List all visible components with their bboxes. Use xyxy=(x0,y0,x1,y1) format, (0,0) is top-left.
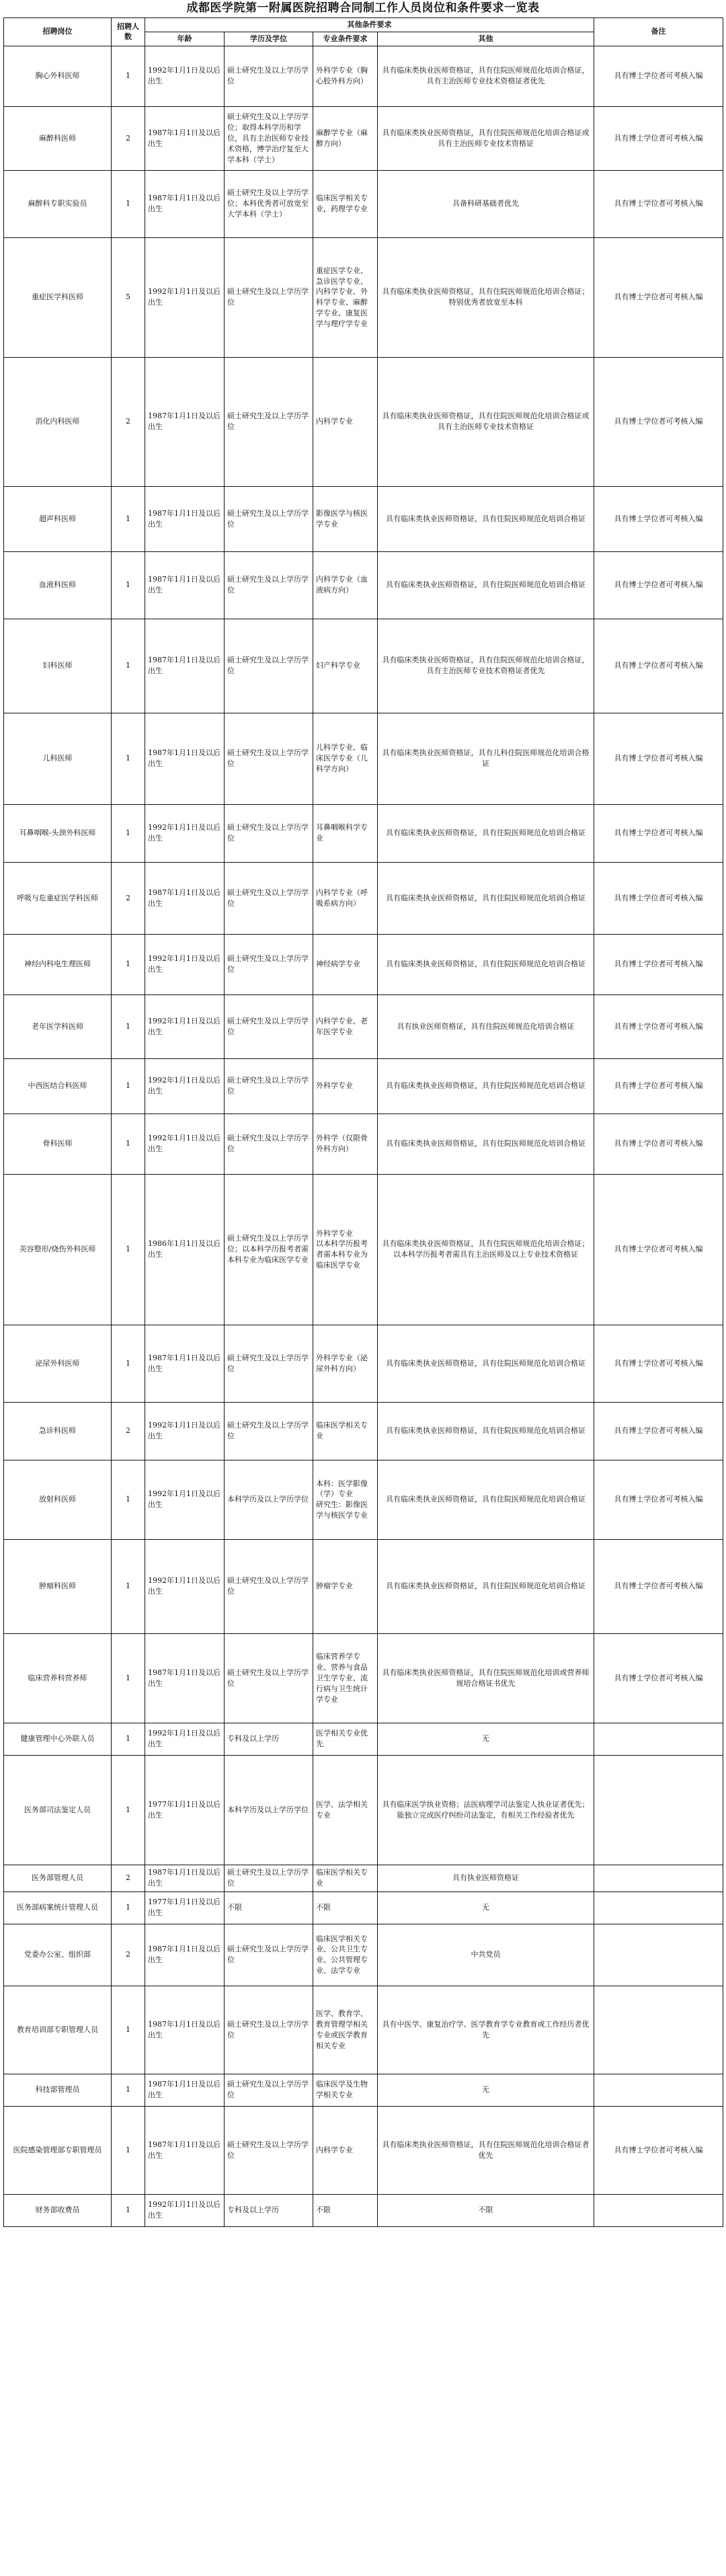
table-row xyxy=(4,1986,723,2074)
cell-education: 硕士研究生及以上学历学位；以本科学历报考者需本科专业为临床医学专业 xyxy=(225,1174,313,1325)
cell-major: 内科学专业、老年医学专业 xyxy=(313,994,378,1058)
cell-position: 党委办公室、组织部 xyxy=(4,1924,112,1986)
table-row xyxy=(4,1633,723,1723)
cell-position: 神经内科电生理医师 xyxy=(4,934,112,994)
cell-major: 内科学专业 xyxy=(313,2106,378,2194)
cell-position: 科技部管理员 xyxy=(4,2074,112,2106)
cell-education: 专科及以上学历 xyxy=(225,1723,313,1755)
cell-note xyxy=(594,2074,723,2106)
cell-count: 1 xyxy=(112,1891,145,1924)
cell-other: 具有临床类执业医师资格证，具有住院医师规范化培训合格证者优先 xyxy=(378,2106,594,2194)
header-row xyxy=(4,18,723,32)
table-row xyxy=(4,1723,723,1755)
table-row xyxy=(4,619,723,713)
cell-position: 儿科医师 xyxy=(4,713,112,804)
cell-major: 临床医学相关专业 xyxy=(313,1865,378,1891)
cell-note: 具有博士学位者可考核入编 xyxy=(594,619,723,713)
cell-count: 1 xyxy=(112,1174,145,1325)
cell-age: 1987年1月1日及以后出生 xyxy=(145,2106,225,2194)
cell-position: 医院感染管理部专职管理员 xyxy=(4,2106,112,2194)
table-row xyxy=(4,46,723,106)
table-row xyxy=(4,551,723,619)
cell-age: 1987年1月1日及以后出生 xyxy=(145,862,225,934)
cell-age: 1992年1月1日及以后出生 xyxy=(145,804,225,862)
cell-major: 内科学专业 xyxy=(313,357,378,486)
cell-position: 医务部司法鉴定人员 xyxy=(4,1755,112,1865)
cell-count: 1 xyxy=(112,1986,145,2074)
cell-count: 1 xyxy=(112,619,145,713)
cell-major: 临床医学及生物学相关专业 xyxy=(313,2074,378,2106)
cell-age: 1992年1月1日及以后出生 xyxy=(145,237,225,357)
cell-other: 具有临床类执业医师资格证，具有住院医师规范化培训合格证；特别优秀者放宽至本科 xyxy=(378,237,594,357)
cell-education: 硕士研究生及以上学历学位 xyxy=(225,1924,313,1986)
cell-major: 医学相关专业优先 xyxy=(313,1723,378,1755)
header-count: 招聘人数 xyxy=(112,18,145,46)
cell-other: 具有临床类执业医师资格证，具有住院医师规范化培训合格证 xyxy=(378,1539,594,1633)
cell-age: 1987年1月1日及以后出生 xyxy=(145,713,225,804)
cell-age: 1987年1月1日及以后出生 xyxy=(145,486,225,551)
cell-note: 具有博士学位者可考核入编 xyxy=(594,1058,723,1114)
cell-position: 健康管理中心外联人员 xyxy=(4,1723,112,1755)
header-age: 年龄 xyxy=(145,32,225,46)
cell-note: 具有博士学位者可考核入编 xyxy=(594,357,723,486)
cell-count: 2 xyxy=(112,1402,145,1460)
cell-count: 1 xyxy=(112,994,145,1058)
cell-count: 1 xyxy=(112,2106,145,2194)
table-row xyxy=(4,1114,723,1174)
cell-age: 1992年1月1日及以后出生 xyxy=(145,1058,225,1114)
cell-count: 2 xyxy=(112,1865,145,1891)
cell-major: 外科学专业（泌尿外科方向） xyxy=(313,1325,378,1402)
table-row xyxy=(4,1539,723,1633)
cell-education: 硕士研究生及以上学历学位 xyxy=(225,994,313,1058)
cell-position: 肿瘤科医师 xyxy=(4,1539,112,1633)
cell-note: 具有博士学位者可考核入编 xyxy=(594,2106,723,2194)
cell-education: 硕士研究生及以上学历学位 xyxy=(225,1402,313,1460)
cell-position: 重症医学科医师 xyxy=(4,237,112,357)
cell-other: 无 xyxy=(378,2074,594,2106)
cell-count: 1 xyxy=(112,1114,145,1174)
cell-education: 硕士研究生及以上学历学位；本科优秀者可放宽至大学本科（学士） xyxy=(225,170,313,237)
cell-age: 1987年1月1日及以后出生 xyxy=(145,1633,225,1723)
cell-count: 1 xyxy=(112,1539,145,1633)
header-position: 招聘岗位 xyxy=(4,18,112,46)
cell-position: 财务部收费员 xyxy=(4,2194,112,2226)
cell-count: 1 xyxy=(112,2074,145,2106)
cell-major: 肿瘤学专业 xyxy=(313,1539,378,1633)
cell-major: 耳鼻咽喉科学专业 xyxy=(313,804,378,862)
cell-count: 2 xyxy=(112,1924,145,1986)
cell-other: 具有临床类执业医师资格证，具有住院医师规范化培训合格证 xyxy=(378,551,594,619)
cell-other: 具有临床类执业医师资格证，具有住院医师规范化培训合格证 xyxy=(378,1114,594,1174)
cell-count: 2 xyxy=(112,106,145,170)
cell-age: 1987年1月1日及以后出生 xyxy=(145,551,225,619)
cell-position: 老年医学科医师 xyxy=(4,994,112,1058)
table-row xyxy=(4,170,723,237)
cell-age: 1992年1月1日及以后出生 xyxy=(145,1460,225,1539)
cell-major: 外科学专业 xyxy=(313,1058,378,1114)
cell-note xyxy=(594,1986,723,2074)
table-row xyxy=(4,357,723,486)
cell-major: 不限 xyxy=(313,2194,378,2226)
cell-count: 1 xyxy=(112,170,145,237)
cell-count: 1 xyxy=(112,1755,145,1865)
cell-position: 骨科医师 xyxy=(4,1114,112,1174)
cell-count: 1 xyxy=(112,1460,145,1539)
cell-note xyxy=(594,1924,723,1986)
cell-major: 妇产科学专业 xyxy=(313,619,378,713)
cell-major: 内科学专业（呼吸系病方向） xyxy=(313,862,378,934)
cell-age: 1992年1月1日及以后出生 xyxy=(145,2194,225,2226)
cell-count: 1 xyxy=(112,713,145,804)
recruitment-table xyxy=(3,17,723,2227)
cell-count: 1 xyxy=(112,551,145,619)
cell-position: 胸心外科医师 xyxy=(4,46,112,106)
cell-other: 不限 xyxy=(378,2194,594,2226)
table-row xyxy=(4,2074,723,2106)
table-row xyxy=(4,1755,723,1865)
cell-education: 不限 xyxy=(225,1891,313,1924)
cell-other: 中共党员 xyxy=(378,1924,594,1986)
cell-other: 具有临床类执业医师资格证，具有住院医师规范化培训合格证 xyxy=(378,1402,594,1460)
cell-position: 泌尿外科医师 xyxy=(4,1325,112,1402)
cell-major: 内科学专业（血液病方向） xyxy=(313,551,378,619)
cell-education: 硕士研究生及以上学历学位 xyxy=(225,1325,313,1402)
cell-count: 1 xyxy=(112,934,145,994)
cell-major: 影像医学与核医学专业 xyxy=(313,486,378,551)
header-other-conditions: 其他条件要求 xyxy=(145,18,594,32)
cell-count: 1 xyxy=(112,804,145,862)
cell-major: 临床医学相关专业 xyxy=(313,1402,378,1460)
table-row xyxy=(4,1402,723,1460)
cell-other: 无 xyxy=(378,1891,594,1924)
cell-note: 具有博士学位者可考核入编 xyxy=(594,934,723,994)
cell-age: 1987年1月1日及以后出生 xyxy=(145,1325,225,1402)
cell-education: 硕士研究生及以上学历学位 xyxy=(225,1539,313,1633)
cell-age: 1977年1月1日及以后出生 xyxy=(145,1891,225,1924)
table-row xyxy=(4,237,723,357)
table-row xyxy=(4,1174,723,1325)
cell-other: 具有执业医师资格证，具有住院医师规范化培训合格证 xyxy=(378,994,594,1058)
cell-education: 硕士研究生及以上学历学位 xyxy=(225,862,313,934)
cell-age: 1977年1月1日及以后出生 xyxy=(145,1755,225,1865)
table-row xyxy=(4,1325,723,1402)
cell-count: 1 xyxy=(112,2194,145,2226)
cell-age: 1992年1月1日及以后出生 xyxy=(145,934,225,994)
cell-age: 1987年1月1日及以后出生 xyxy=(145,1865,225,1891)
cell-other: 具有中医学、康复治疗学、医学教育学专业教育或工作经历者优先 xyxy=(378,1986,594,2074)
cell-age: 1986年1月1日及以后出生 xyxy=(145,1174,225,1325)
cell-other: 具有临床类执业医师资格证，具有住院医师规范化培训合格证 xyxy=(378,1325,594,1402)
cell-major: 麻醉学专业（麻醉方向） xyxy=(313,106,378,170)
cell-education: 专科及以上学历 xyxy=(225,2194,313,2226)
cell-other: 具有临床类执业医师资格证，具有住院医师规范化培训合格证，具有主治医师专业技术资格证者优先 xyxy=(378,619,594,713)
table-row xyxy=(4,1058,723,1114)
cell-other: 具有执业医师资格证 xyxy=(378,1865,594,1891)
table-row xyxy=(4,994,723,1058)
cell-note: 具有博士学位者可考核入编 xyxy=(594,1174,723,1325)
table-row xyxy=(4,713,723,804)
cell-education: 硕士研究生及以上学历学位 xyxy=(225,486,313,551)
cell-education: 本科学历及以上学历学位 xyxy=(225,1460,313,1539)
cell-position: 急诊科医师 xyxy=(4,1402,112,1460)
cell-position: 教育培训部专职管理人员 xyxy=(4,1986,112,2074)
cell-age: 1987年1月1日及以后出生 xyxy=(145,357,225,486)
cell-education: 硕士研究生及以上学历学位 xyxy=(225,2106,313,2194)
cell-major-part: 研究生：影像医学与核医学专业 xyxy=(316,1500,368,1520)
cell-age: 1987年1月1日及以后出生 xyxy=(145,106,225,170)
cell-note: 具有博士学位者可考核入编 xyxy=(594,1539,723,1633)
cell-note: 具有博士学位者可考核入编 xyxy=(594,804,723,862)
cell-position: 医务部病案统计管理人员 xyxy=(4,1891,112,1924)
cell-note: 具有博士学位者可考核入编 xyxy=(594,1633,723,1723)
cell-other: 具有临床类执业医师资格证，具有住院医师规范化培训合格证 xyxy=(378,934,594,994)
cell-note: 具有博士学位者可考核入编 xyxy=(594,106,723,170)
cell-age: 1987年1月1日及以后出生 xyxy=(145,170,225,237)
table-row xyxy=(4,1924,723,1986)
cell-other: 具有临床类执业医师资格证，具有住院医师规范化培训或营养师规培合格证书优先 xyxy=(378,1633,594,1723)
cell-major: 儿科学专业、临床医学专业（儿科学方向） xyxy=(313,713,378,804)
cell-note xyxy=(594,1723,723,1755)
cell-note: 具有博士学位者可考核入编 xyxy=(594,1460,723,1539)
cell-position: 麻醉科医师 xyxy=(4,106,112,170)
cell-age: 1992年1月1日及以后出生 xyxy=(145,1723,225,1755)
table-row xyxy=(4,1891,723,1924)
cell-major-part: 外科学专业 xyxy=(316,1228,353,1238)
cell-note xyxy=(594,1891,723,1924)
cell-education: 硕士研究生及以上学历学位 xyxy=(225,46,313,106)
cell-major: 神经病学专业 xyxy=(313,934,378,994)
cell-note: 具有博士学位者可考核入编 xyxy=(594,862,723,934)
cell-position: 中西医结合科医师 xyxy=(4,1058,112,1114)
cell-note xyxy=(594,1865,723,1891)
cell-count: 5 xyxy=(112,237,145,357)
cell-position: 放射科医师 xyxy=(4,1460,112,1539)
cell-position: 临床营养科营养师 xyxy=(4,1633,112,1723)
table-row xyxy=(4,804,723,862)
cell-education: 硕士研究生及以上学历学位 xyxy=(225,1058,313,1114)
header-note: 备注 xyxy=(594,18,723,46)
cell-major-part: 本科：医学影像（学）专业 xyxy=(316,1479,368,1499)
header-major: 专业条件要求 xyxy=(313,32,378,46)
cell-education: 硕士研究生及以上学历学位 xyxy=(225,1986,313,2074)
cell-position: 血液科医师 xyxy=(4,551,112,619)
cell-other: 无 xyxy=(378,1723,594,1755)
header-other: 其他 xyxy=(378,32,594,46)
cell-position: 医务部管理人员 xyxy=(4,1865,112,1891)
cell-education: 硕士研究生及以上学历学位 xyxy=(225,2074,313,2106)
cell-other: 具备科研基础者优先 xyxy=(378,170,594,237)
cell-age: 1992年1月1日及以后出生 xyxy=(145,1539,225,1633)
cell-major: 医学、法学相关专业 xyxy=(313,1755,378,1865)
cell-age: 1987年1月1日及以后出生 xyxy=(145,619,225,713)
cell-age: 1992年1月1日及以后出生 xyxy=(145,994,225,1058)
cell-age: 1992年1月1日及以后出生 xyxy=(145,46,225,106)
cell-count: 1 xyxy=(112,1325,145,1402)
table-row xyxy=(4,2106,723,2194)
table-body xyxy=(4,18,723,2227)
cell-education: 硕士研究生及以上学历学位 xyxy=(225,357,313,486)
cell-other: 具有临床类执业医师资格证，具有住院医师规范化培训合格证或具有主治医师专业技术资格证 xyxy=(378,357,594,486)
cell-major: 临床营养学专业、营养与食品卫生学专业、流行病与卫生统计学专业 xyxy=(313,1633,378,1723)
cell-education: 硕士研究生及以上学历学位 xyxy=(225,804,313,862)
table-row xyxy=(4,486,723,551)
cell-major: 临床医学相关专业、公共卫生专业、公共管理专业、法学专业 xyxy=(313,1924,378,1986)
cell-position: 超声科医师 xyxy=(4,486,112,551)
cell-age: 1992年1月1日及以后出生 xyxy=(145,1402,225,1460)
cell-count: 2 xyxy=(112,862,145,934)
cell-education: 硕士研究生及以上学历学位 xyxy=(225,237,313,357)
cell-major: 临床医学相关专业，药理学专业 xyxy=(313,170,378,237)
cell-education: 本科学历及以上学历学位 xyxy=(225,1755,313,1865)
cell-note: 具有博士学位者可考核入编 xyxy=(594,1402,723,1460)
cell-major: 外科学（仅限骨外科方向） xyxy=(313,1114,378,1174)
cell-position: 耳鼻咽喉-头颈外科医师 xyxy=(4,804,112,862)
cell-position: 妇科医师 xyxy=(4,619,112,713)
cell-other: 具有临床类执业医师资格证，具有住院医师规范化培训合格证 xyxy=(378,1460,594,1539)
cell-other: 具有临床医学执业资格；法医病理学司法鉴定人执业证者优先；能独立完成医疗纠纷司法鉴定，有相关工作经验者优先 xyxy=(378,1755,594,1865)
cell-note: 具有博士学位者可考核入编 xyxy=(594,46,723,106)
table-row xyxy=(4,2194,723,2226)
cell-age: 1992年1月1日及以后出生 xyxy=(145,1114,225,1174)
table-row xyxy=(4,106,723,170)
cell-education: 硕士研究生及以上学历学位 xyxy=(225,619,313,713)
cell-note: 具有博士学位者可考核入编 xyxy=(594,237,723,357)
cell-count: 1 xyxy=(112,1723,145,1755)
cell-education: 硕士研究生及以上学历学位 xyxy=(225,934,313,994)
cell-count: 1 xyxy=(112,1633,145,1723)
cell-education: 硕士研究生及以上学历学位 xyxy=(225,1114,313,1174)
cell-age: 1987年1月1日及以后出生 xyxy=(145,1924,225,1986)
cell-count: 1 xyxy=(112,486,145,551)
cell-other: 具有临床类执业医师资格证，具有住院医师规范化培训合格证；以本科学历报考者需具有主治医师及以上专业技术资格证 xyxy=(378,1174,594,1325)
cell-note: 具有博士学位者可考核入编 xyxy=(594,170,723,237)
cell-other: 具有临床类执业医师资格证，具有住院医师规范化培训合格证或具有主治医师专业技术资格证 xyxy=(378,106,594,170)
cell-education: 硕士研究生及以上学历学位 xyxy=(225,1865,313,1891)
cell-position: 呼吸与危重症医学科医师 xyxy=(4,862,112,934)
cell-note xyxy=(594,1755,723,1865)
page-title: 成都医学院第一附属医院招聘合同制工作人员岗位和条件要求一览表 xyxy=(186,1,540,15)
cell-other: 具有临床类执业医师资格证，具有儿科住院医师规范化培训合格证 xyxy=(378,713,594,804)
cell-major: 医学、教育学、教育管理学相关专业或医学教育相关专业 xyxy=(313,1986,378,2074)
header-education: 学历及学位 xyxy=(225,32,313,46)
cell-note xyxy=(594,2194,723,2226)
table-row xyxy=(4,1460,723,1539)
cell-education: 硕士研究生及以上学历学位 xyxy=(225,1633,313,1723)
table-row xyxy=(4,934,723,994)
cell-other: 具有临床类执业医师资格证，具有住院医师规范化培训合格证 xyxy=(378,1058,594,1114)
cell-major: 外科学专业（胸心胶外科方向） xyxy=(313,46,378,106)
cell-position: 麻醉科专职实验员 xyxy=(4,170,112,237)
cell-position: 消化内科医师 xyxy=(4,357,112,486)
cell-education: 硕士研究生及以上学历学位 xyxy=(225,551,313,619)
cell-major: 重症医学专业、急诊医学专业、内科学专业、外科学专业、麻醉学专业、康复医学与理疗学专业 xyxy=(313,237,378,357)
cell-note: 具有博士学位者可考核入编 xyxy=(594,486,723,551)
cell-age: 1987年1月1日及以后出生 xyxy=(145,1986,225,2074)
cell-note: 具有博士学位者可考核入编 xyxy=(594,994,723,1058)
cell-education: 硕士研究生及以上学历学位 xyxy=(225,713,313,804)
cell-note: 具有博士学位者可考核入编 xyxy=(594,713,723,804)
table-row xyxy=(4,862,723,934)
cell-major xyxy=(313,1174,378,1325)
cell-position: 美容整形/烧伤外科医师 xyxy=(4,1174,112,1325)
cell-other: 具有临床类执业医师资格证，具有住院医师规范化培训合格证 xyxy=(378,862,594,934)
cell-note: 具有博士学位者可考核入编 xyxy=(594,1114,723,1174)
cell-note: 具有博士学位者可考核入编 xyxy=(594,1325,723,1402)
cell-age: 1987年1月1日及以后出生 xyxy=(145,2074,225,2106)
cell-count: 1 xyxy=(112,46,145,106)
cell-note: 具有博士学位者可考核入编 xyxy=(594,551,723,619)
cell-major-part: 以本科学历报考者需本科专业为临床医学专业 xyxy=(316,1239,368,1270)
cell-education: 硕士研究生及以上学历学位；取得本科学历和学位，具有主治医师专业技术资格，博学治疗复至大学本科（学士） xyxy=(225,106,313,170)
cell-major xyxy=(313,1460,378,1539)
cell-other: 具有临床类执业医师资格证，具有住院医师规范化培训合格证 xyxy=(378,486,594,551)
cell-other: 具有临床类执业医师资格证，具有住院医师规范化培训合格证 xyxy=(378,804,594,862)
cell-other: 具有临床类执业医师资格证，具有住院医师规范化培训合格证，具有主治医师专业技术资格证者优先 xyxy=(378,46,594,106)
table-row xyxy=(4,1865,723,1891)
cell-count: 1 xyxy=(112,1058,145,1114)
cell-count: 2 xyxy=(112,357,145,486)
cell-major: 不限 xyxy=(313,1891,378,1924)
